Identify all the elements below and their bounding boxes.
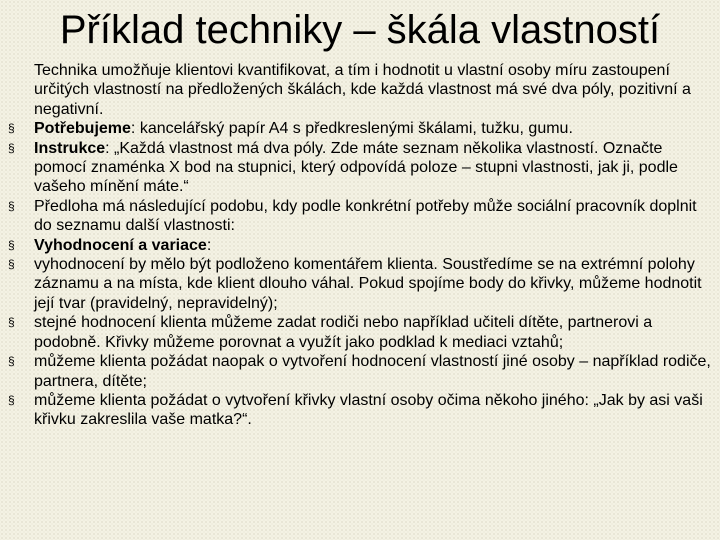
item-bold-label: Potřebujeme — [34, 120, 131, 138]
list-item-jine-osoby — [8, 352, 718, 391]
bullet-icon: § — [8, 140, 15, 155]
item-bold-label: Vyhodnocení a variace — [34, 236, 207, 254]
bullet-list — [8, 61, 718, 430]
list-item-vyhodnoceni-heading — [8, 236, 718, 255]
item-text: můžeme klienta požádat o vytvoření křivky vlastní osoby očima někoho jiného: „Jak by asi vaši křivku zakreslila vaše matka?“. — [34, 391, 703, 429]
list-item-vyhodnoceni — [8, 255, 718, 313]
item-text: můžeme klienta požádat naopak o vytvoření hodnocení vlastností jiné osoby – například rodiče, partnera, dítěte; — [34, 353, 711, 390]
list-item-predloha — [8, 197, 718, 236]
list-item-stejne-hodnoceni — [8, 313, 718, 352]
bullet-icon: § — [8, 257, 15, 272]
bullet-icon: § — [8, 315, 15, 330]
list-item-instrukce — [8, 139, 718, 197]
bullet-icon: § — [8, 392, 15, 407]
list-item-potrebujeme — [8, 119, 718, 138]
list-item-intro — [34, 61, 718, 119]
bullet-icon: § — [8, 198, 15, 213]
slide-title: Příklad techniky – škála vlastností — [59, 8, 661, 52]
bullet-icon: § — [8, 354, 15, 369]
item-text: : — [206, 236, 212, 254]
item-text: : „Každá vlastnost má dva póly. Zde máte seznam několika vlastností. Označte pomocí znaménka X bod na stupnici, který odpovídá poloze – stupni vlastnosti, jak ji, podle vašeho mínění máte.“ — [34, 139, 678, 196]
item-text: stejné hodnocení klienta můžeme zadat rodiči nebo například učiteli dítěte, partnerovi a podobně. Křivky můžeme porovnat a využít jako podklad k mediaci vztahů; — [34, 314, 653, 351]
item-bold-label: Instrukce — [34, 139, 106, 157]
item-text: Předloha má následující podobu, kdy podle konkrétní potřeby může sociální pracovník doplnit do seznamu další vlastnosti: — [34, 197, 697, 235]
bullet-icon: § — [8, 237, 15, 252]
item-text: vyhodnocení by mělo být podloženo komentářem klienta. Soustředíme se na extrémní polohy záznamu a na místa, kde klient dlouho váhal. Pokud spojíme body do křivky, můžeme hodnotit její tvar (pravidelný, nepravidelný); — [34, 256, 702, 312]
list-item-ocima-nekoho — [8, 391, 718, 430]
bullet-icon: § — [8, 121, 15, 136]
item-text: Technika umožňuje klientovi kvantifikovat, a tím i hodnotit u vlastní osoby míru zastoupení určitých vlastností na předložených škálách, kde každá vlastnost má své dva póly, pozitivní a negativní. — [34, 62, 691, 118]
item-text: : kancelářský papír A4 s předkreslenými škálami, tužku, gumu. — [130, 120, 573, 138]
